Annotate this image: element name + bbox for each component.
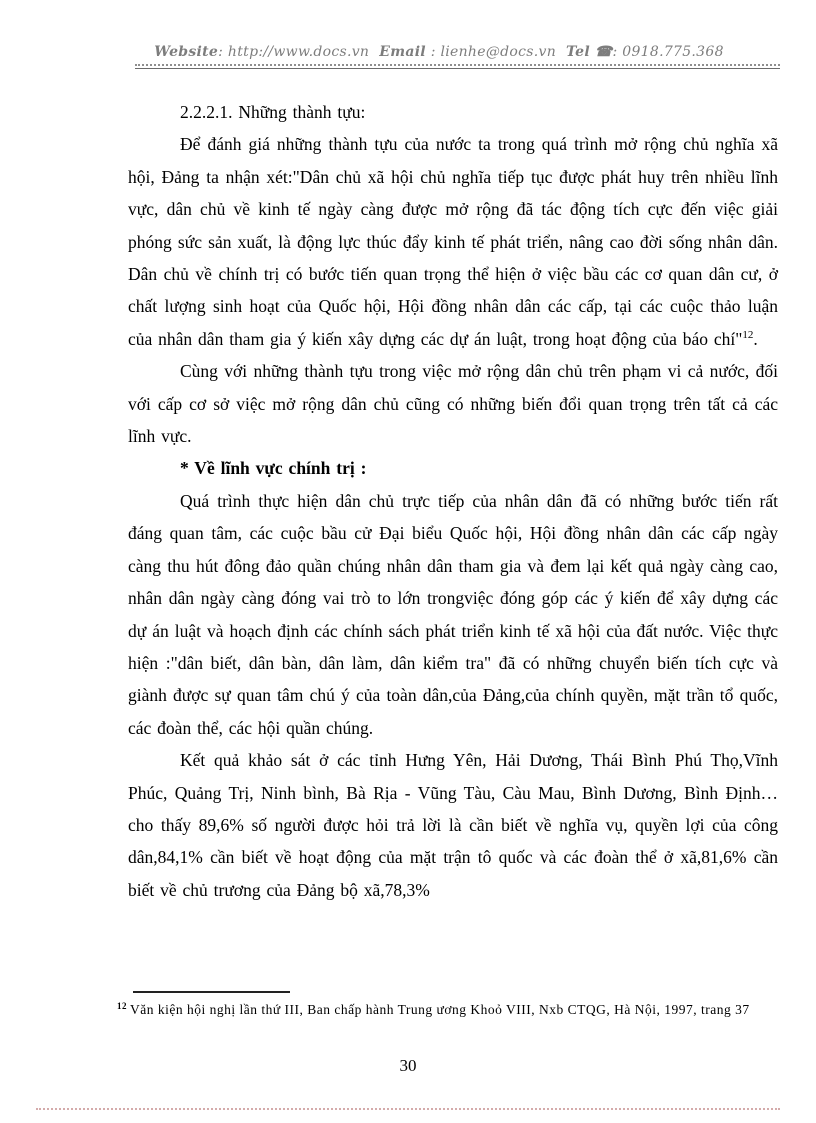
subheading-politics: * Về lĩnh vực chính trị : xyxy=(180,458,367,479)
header-tel-label: Tel xyxy=(566,44,590,60)
header-tel xyxy=(566,44,724,60)
page-number: 30 xyxy=(399,1056,417,1075)
header-website-value: : http://www.docs.vn xyxy=(218,44,370,60)
header-website xyxy=(154,44,369,60)
paragraph-scope: Cùng với những thành tựu trong việc mở rộng dân chủ trên phạm vi cả nước, đối với cấp cơ sở việc mở rộng dân chủ cũng có những biến đổi quan trọng trên tất cả các lĩnh vực. xyxy=(128,361,778,447)
paragraph-survey: Kết quả khảo sát ở các tỉnh Hưng Yên, Hải Dương, Thái Bình Phú Thọ,Vĩnh Phúc, Quảng Trị, Ninh bình, Bà Rịa - Vũng Tàu, Càu Mau, Bình Dương, Bình Định… cho thấy 89,6% số người được hỏi trả lời là cần biết về nghĩa vụ, quyền lợi của công dân,84,1% cần biết về hoạt động của mặt trận tô quốc và các đoàn thể ở xã,81,6% cần biết về chủ trương của Đảng bộ xã,78,3% xyxy=(128,750,778,900)
header-email-label: Email xyxy=(379,44,426,60)
paragraph-achievements-text: Để đánh giá những thành tựu của nước ta trong quá trình mở rộng chủ nghĩa xã hội, Đảng ta nhận xét:"Dân chủ xã hội chủ nghĩa tiếp tục được phát huy trên nhiều lĩnh vực, dân chủ về kinh tế ngày càng được mở rộng đã tác động tích cực đến việc giải phóng sức sản xuất, là động lực thúc đẩy kinh tế phát triển, nâng cao đời sống nhân dân. Dân chủ về chính trị có bước tiến quan trọng thể hiện ở việc bầu các cơ quan dân cư, ở chất lượng sinh hoạt của Quốc hội, Hội đồng nhân dân các cấp, tại các cuộc thảo luận của nhân dân tham gia ý kiến xây dựng các dự án luật, trong hoạt động của báo chí" xyxy=(128,134,778,349)
page-header xyxy=(0,44,816,60)
header-tel-value: : 0918.775.368 xyxy=(612,44,724,60)
header-email-value: : lienhe@docs.vn xyxy=(425,44,557,60)
header-rule xyxy=(135,64,780,69)
section-heading: 2.2.2.1. Những thành tựu: xyxy=(180,102,366,122)
header-website-label: Website xyxy=(154,44,219,60)
phone-icon: ☎ xyxy=(594,44,613,60)
header-email xyxy=(379,44,556,60)
footnote-separator xyxy=(133,991,290,993)
bottom-rule xyxy=(36,1108,780,1110)
footnote-text: Văn kiện hội nghị lần thứ III, Ban chấp hành Trung ương Khoỏ VIII, Nxb CTQG, Hà Nội, 1997, trang 37 xyxy=(130,1002,750,1017)
footnote-marker: 12 xyxy=(117,1000,127,1011)
paragraph-achievements-period: . xyxy=(753,328,758,349)
footnote-reference: 12 xyxy=(742,329,754,342)
paragraph-achievements xyxy=(128,128,778,355)
document-body xyxy=(128,96,778,906)
footnote xyxy=(117,1001,767,1019)
paragraph-process: Quá trình thực hiện dân chủ trực tiếp của nhân dân đã có những bước tiến rất đáng quan tâm, các cuộc bầu cử Đại biểu Quốc hội, Hội đồng nhân dân các cấp ngày càng thu hút đông đảo quần chúng nhân dân tham gia và đem lại kết quả ngày càng cao, nhân dân ngày càng đóng vai trò to lớn trongviệc đóng góp các ý kiến để xây dựng các dự án luật và hoạch định các chính sách phát triển kinh tế xã hội của đất nước. Việc thực hiện :"dân biết, dân bàn, dân làm, dân kiểm tra" đã có những chuyển biến tích cực và giành được sự quan tâm chú ý của toàn dân,của Đảng,của chính quyền, mặt trần tổ quốc, các đoàn thể, các hội quần chúng. xyxy=(128,490,778,738)
